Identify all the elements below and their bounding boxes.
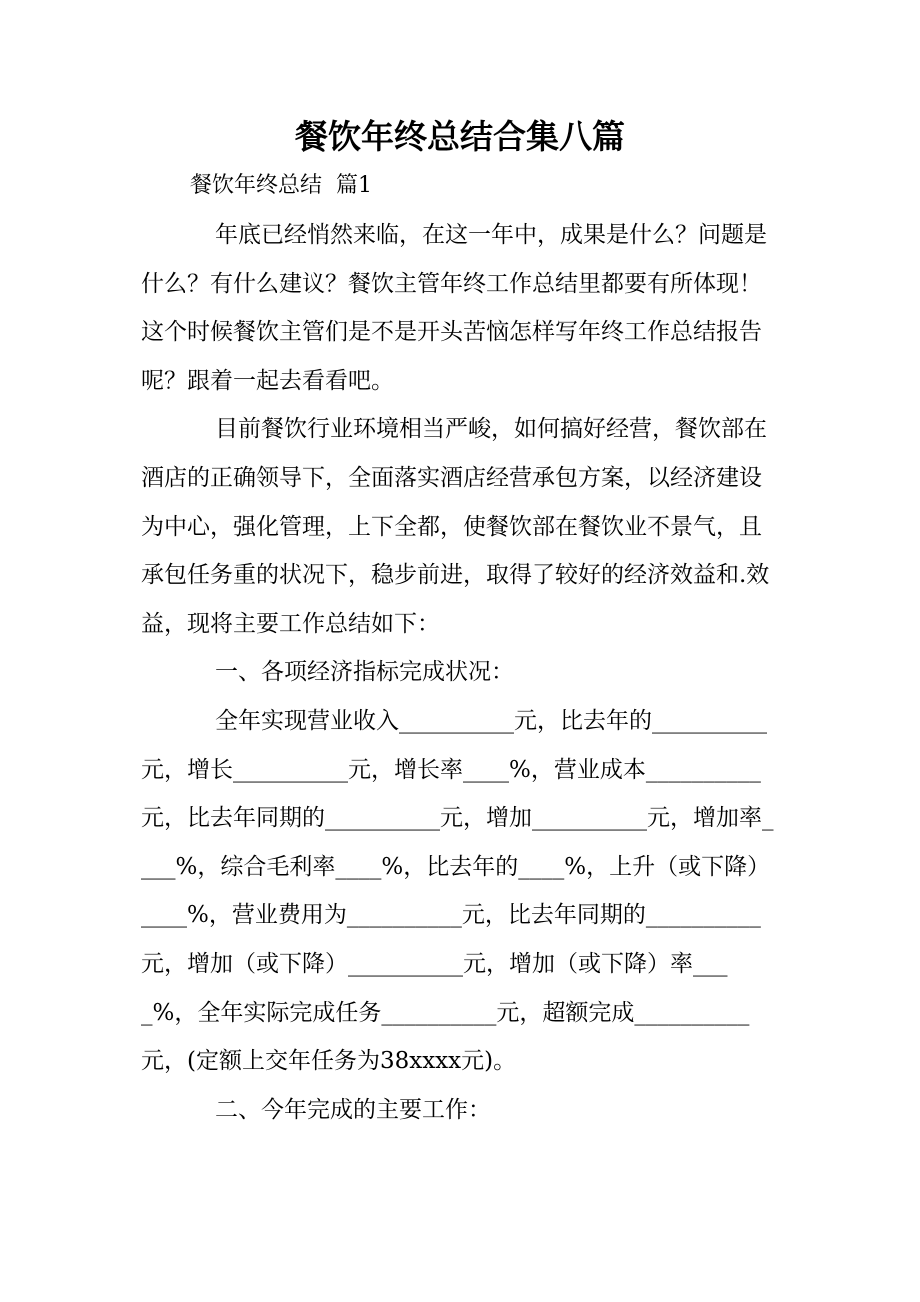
paragraph-overview: 目前餐饮行业环境相当严峻，如何搞好经营，餐饮部在酒店的正确领导下，全面落实酒店经营承包方案，以经济建设为中心，强化管理，上下全都，使餐饮部在餐饮业不景气，且承包任务重的状况下，稳步前进，取得了较好的经济效益和.效益，现将主要工作总结如下： xyxy=(141,416,770,637)
document-body xyxy=(141,211,781,1134)
paragraph-heading-indicators: 一、各项经济指标完成状况： xyxy=(215,659,514,686)
document-title: 餐饮年终总结合集八篇 xyxy=(295,117,625,156)
section-heading: 餐饮年终总结 篇1 xyxy=(190,173,372,198)
paragraph-indicators: 全年实现营业收入__________元，比去年的__________元，增长__________元，增长率____%，营业成本__________元，比去年同期的__________元，增加__________元，增加率____%，综合毛利率____%，比去年的____%，上升（或下降）____%，营业费用为__________元，比去年同期的__________元，增加（或下降）__________元，增加（或下降）率____%，全年实际完成任务__________元，超额完成__________元，(定额上交年任务为38xxxx元)。 xyxy=(141,707,774,1075)
paragraph-intro: 年底已经悄然来临，在这一年中，成果是什么？问题是什么？有什么建议？餐饮主管年终工作总结里都要有所体现！这个时候餐饮主管们是不是开头苦恼怎样写年终工作总结报告呢？跟着一起去看看吧。 xyxy=(141,222,767,394)
paragraph-heading-work: 二、今年完成的主要工作： xyxy=(215,1096,491,1123)
